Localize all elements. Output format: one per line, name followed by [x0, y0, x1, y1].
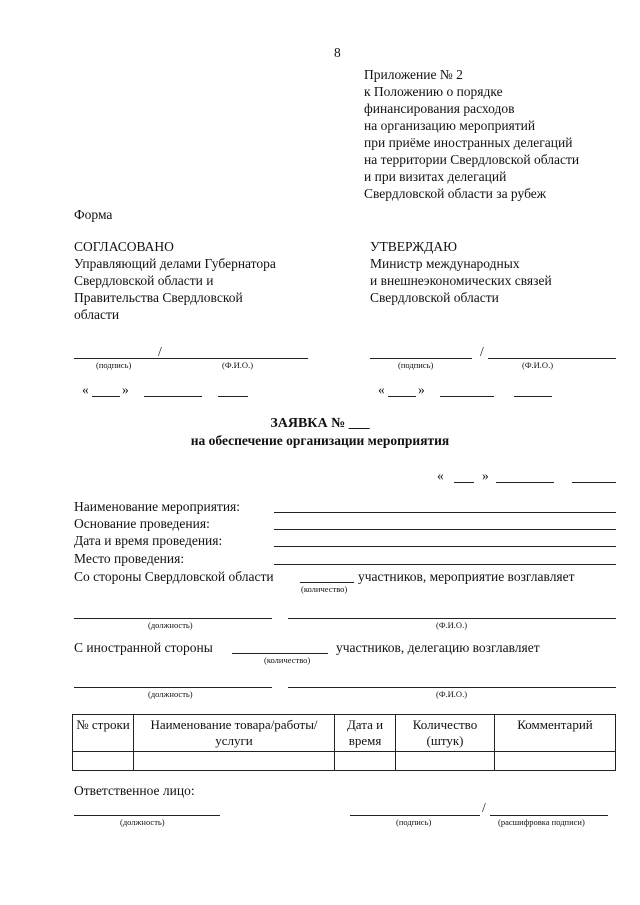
- table-header-cell: № строки: [73, 715, 134, 752]
- approved-sign-line: [370, 358, 472, 359]
- appendix-line: на территории Свердловской области: [364, 152, 580, 167]
- approved-sign-caption: (подпись): [398, 360, 434, 370]
- appendix-block: [364, 66, 579, 202]
- appendix-line: Приложение № 2: [364, 67, 463, 82]
- request-year-line: [572, 482, 616, 483]
- form-label: Форма: [74, 207, 113, 222]
- sverdlovsk-name-caption: (Ф.И.О.): [436, 620, 468, 630]
- approved-quote-close: »: [418, 382, 425, 397]
- table-cell[interactable]: [134, 752, 335, 771]
- responsible-position-caption: (должность): [120, 817, 165, 827]
- responsible-decode-caption: (расшифровка подписи): [498, 817, 585, 827]
- approved-quote-open: «: [378, 382, 385, 397]
- agreed-day-line: [92, 396, 120, 397]
- responsible-position-line[interactable]: [74, 815, 220, 816]
- field-datetime: Дата и время проведения:: [74, 533, 223, 548]
- foreign-prefix: С иностранной стороны: [74, 640, 213, 655]
- appendix-line: Свердловской области за рубеж: [364, 186, 547, 201]
- agreed-sign-line: [74, 358, 308, 359]
- table-header-row: [73, 715, 616, 752]
- appendix-line: и при визитах делегаций: [364, 169, 507, 184]
- field-basis-line[interactable]: [274, 529, 616, 530]
- request-quote-close: »: [482, 468, 489, 483]
- request-month-line: [496, 482, 554, 483]
- table-header-cell: Дата и время: [335, 715, 396, 752]
- agreed-line: Правительства Свердловской: [74, 290, 243, 305]
- agreed-quote-close: »: [122, 382, 129, 397]
- field-event-name-line[interactable]: [274, 512, 616, 513]
- field-event-name: Наименование мероприятия:: [74, 499, 241, 514]
- responsible-label: Ответственное лицо:: [74, 783, 195, 798]
- field-basis: Основание проведения:: [74, 516, 210, 531]
- approved-block: [370, 238, 552, 306]
- approved-line: Свердловской области: [370, 290, 499, 305]
- sverdlovsk-prefix: Со стороны Свердловской области: [74, 569, 274, 584]
- approved-slash: /: [480, 344, 484, 359]
- approved-line: и внешнеэкономических связей: [370, 273, 552, 288]
- approved-name-caption: (Ф.И.О.): [522, 360, 554, 370]
- foreign-name-caption: (Ф.И.О.): [436, 689, 468, 699]
- appendix-line: при приёме иностранных делегаций: [364, 135, 573, 150]
- agreed-line: Свердловской области и: [74, 273, 214, 288]
- agreed-line: области: [74, 307, 120, 322]
- agreed-block: [74, 238, 276, 323]
- sverdlovsk-suffix: участников, мероприятие возглавляет: [358, 569, 575, 584]
- agreed-slash: /: [158, 344, 162, 359]
- page-number: 8: [334, 45, 341, 60]
- request-title: ЗАЯВКА № ___: [270, 416, 370, 431]
- approved-name-line: [488, 358, 616, 359]
- foreign-suffix: участников, делегацию возглавляет: [336, 640, 540, 655]
- responsible-sign-line[interactable]: [350, 815, 480, 816]
- table-cell[interactable]: [335, 752, 396, 771]
- approved-line: Министр международных: [370, 256, 520, 271]
- appendix-line: финансирования расходов: [364, 101, 515, 116]
- request-subtitle: на обеспечение организации мероприятия: [190, 433, 450, 448]
- agreed-year-line: [218, 396, 248, 397]
- table-cell[interactable]: [396, 752, 495, 771]
- field-datetime-line[interactable]: [274, 546, 616, 547]
- field-place: Место проведения:: [74, 551, 185, 566]
- request-quote-open: «: [437, 468, 444, 483]
- table-header-cell: Комментарий: [495, 715, 616, 752]
- responsible-sign-caption: (подпись): [396, 817, 432, 827]
- approved-year-line: [514, 396, 552, 397]
- foreign-name-line[interactable]: [288, 687, 616, 688]
- table-cell[interactable]: [495, 752, 616, 771]
- sverdlovsk-qty-line[interactable]: [300, 582, 354, 583]
- foreign-qty-line[interactable]: [232, 653, 328, 654]
- table-cell[interactable]: [73, 752, 134, 771]
- responsible-slash: /: [482, 800, 486, 815]
- approved-title: УТВЕРЖДАЮ: [370, 239, 458, 254]
- approved-month-line: [440, 396, 494, 397]
- table-header-cell: Наименование товара/работы/ услуги: [134, 715, 335, 752]
- agreed-title: СОГЛАСОВАНО: [74, 239, 174, 254]
- foreign-position-line[interactable]: [74, 687, 272, 688]
- approved-day-line: [388, 396, 416, 397]
- goods-table: [72, 714, 616, 771]
- responsible-decode-line[interactable]: [490, 815, 608, 816]
- agreed-month-line: [144, 396, 202, 397]
- agreed-line: Управляющий делами Губернатора: [74, 256, 276, 271]
- table-header-cell: Количество (штук): [396, 715, 495, 752]
- sverdlovsk-name-line[interactable]: [288, 618, 616, 619]
- request-day-line: [454, 482, 474, 483]
- foreign-qty-caption: (количество): [264, 655, 311, 665]
- sverdlovsk-position-caption: (должность): [148, 620, 193, 630]
- agreed-quote-open: «: [82, 382, 89, 397]
- sverdlovsk-qty-caption: (количество): [301, 584, 348, 594]
- appendix-line: к Положению о порядке: [364, 84, 503, 99]
- field-place-line[interactable]: [274, 564, 616, 565]
- appendix-line: на организацию мероприятий: [364, 118, 536, 133]
- agreed-sign-caption: (подпись): [96, 360, 132, 370]
- foreign-position-caption: (должность): [148, 689, 193, 699]
- agreed-name-caption: (Ф.И.О.): [222, 360, 254, 370]
- sverdlovsk-position-line[interactable]: [74, 618, 272, 619]
- table-row: [73, 752, 616, 771]
